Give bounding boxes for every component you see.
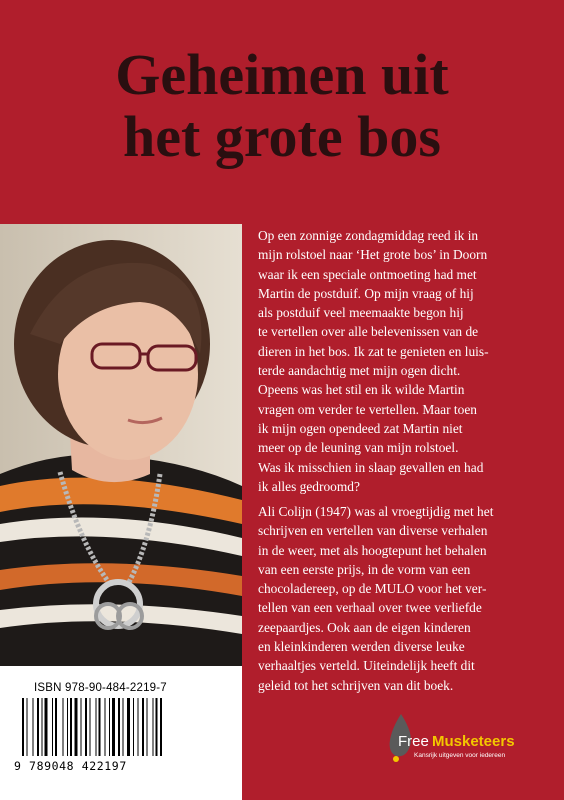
barcode-digits: 9 789048 422197 bbox=[14, 759, 127, 773]
author-portrait-image bbox=[0, 224, 242, 666]
barcode-bar bbox=[142, 698, 144, 756]
barcode-bar bbox=[42, 698, 43, 756]
barcode-bar bbox=[63, 698, 64, 756]
barcode-bar bbox=[153, 698, 154, 756]
barcode-bar bbox=[70, 698, 72, 756]
barcode-bar bbox=[112, 698, 115, 756]
barcode-bar bbox=[147, 698, 148, 756]
author-photo bbox=[0, 224, 242, 666]
barcode-bar bbox=[90, 698, 91, 756]
book-title bbox=[0, 44, 564, 168]
barcode-bar bbox=[27, 698, 28, 756]
barcode-bar bbox=[105, 698, 106, 756]
publisher-name-musketeers: Musketeers bbox=[432, 733, 515, 750]
barcode-bar bbox=[45, 698, 48, 756]
barcode-bar bbox=[22, 698, 24, 756]
barcode-bar bbox=[37, 698, 39, 756]
publisher-name-free: Free bbox=[398, 733, 429, 750]
barcode-bar bbox=[67, 698, 68, 756]
author-bio-text: Ali Colijn (1947) was al vroegtijdig met het schrijven en vertellen van diverse verhalen in de weer, met als hoogtepunt het behalen van een eerste prijs, in de vorm van een chocoladereep, op de MULO voor het ver- tellen van een verhaal over twee verliefde zeepaardjes. Ook aan de eigen kinderen en kleinkinderen werden diverse leuke verhaaltjes verteld. Uiteindelijk heeft dit geleid tot het schrijven van dit boek. bbox=[258, 504, 494, 693]
barcode-bar bbox=[133, 698, 134, 756]
barcode-bar bbox=[52, 698, 53, 756]
isbn-label: ISBN 978-90-484-2219-7 bbox=[34, 682, 167, 694]
barcode-bar bbox=[118, 698, 120, 756]
barcode-bar bbox=[109, 698, 110, 756]
barcode-bar bbox=[55, 698, 57, 756]
publisher-tagline: Kansrijk uitgeven voor iedereen bbox=[414, 752, 506, 759]
barcode-bar bbox=[75, 698, 78, 756]
barcode-bar bbox=[33, 698, 34, 756]
barcode-bar bbox=[138, 698, 139, 756]
barcode-bar bbox=[85, 698, 87, 756]
barcode-bar bbox=[160, 698, 162, 756]
barcode-bars bbox=[22, 698, 202, 760]
synopsis-text: Op een zonnige zondagmiddag reed ik in mijn rolstoel naar ‘Het grote bos’ in Doorn waar ik een speciale ontmoeting had met Martin de postduif. Op mijn vraag of hij als postduif veel meemaakte begon hij te vertellen over alle belevenissen van de dieren in het bos. Ik zat te genieten en luis- terde aandachtig met mijn ogen dicht. Opeens was het stil en ik wilde Martin vragen om verder te vertellen. Maar toen ik mijn ogen opendeed zat Martin niet meer op de leuning van mijn rolstoel. Was ik misschien in slaap gevallen en had ik alles gedroomd? bbox=[258, 228, 489, 494]
book-title-line-1: Geheimen uit bbox=[115, 42, 449, 107]
barcode-bar bbox=[96, 698, 97, 756]
barcode-bar bbox=[123, 698, 124, 756]
barcode-bar bbox=[81, 698, 82, 756]
barcode-bar bbox=[156, 698, 158, 756]
barcode-bar bbox=[99, 698, 101, 756]
barcode-bar bbox=[127, 698, 130, 756]
book-title-line-2: het grote bos bbox=[123, 104, 441, 169]
